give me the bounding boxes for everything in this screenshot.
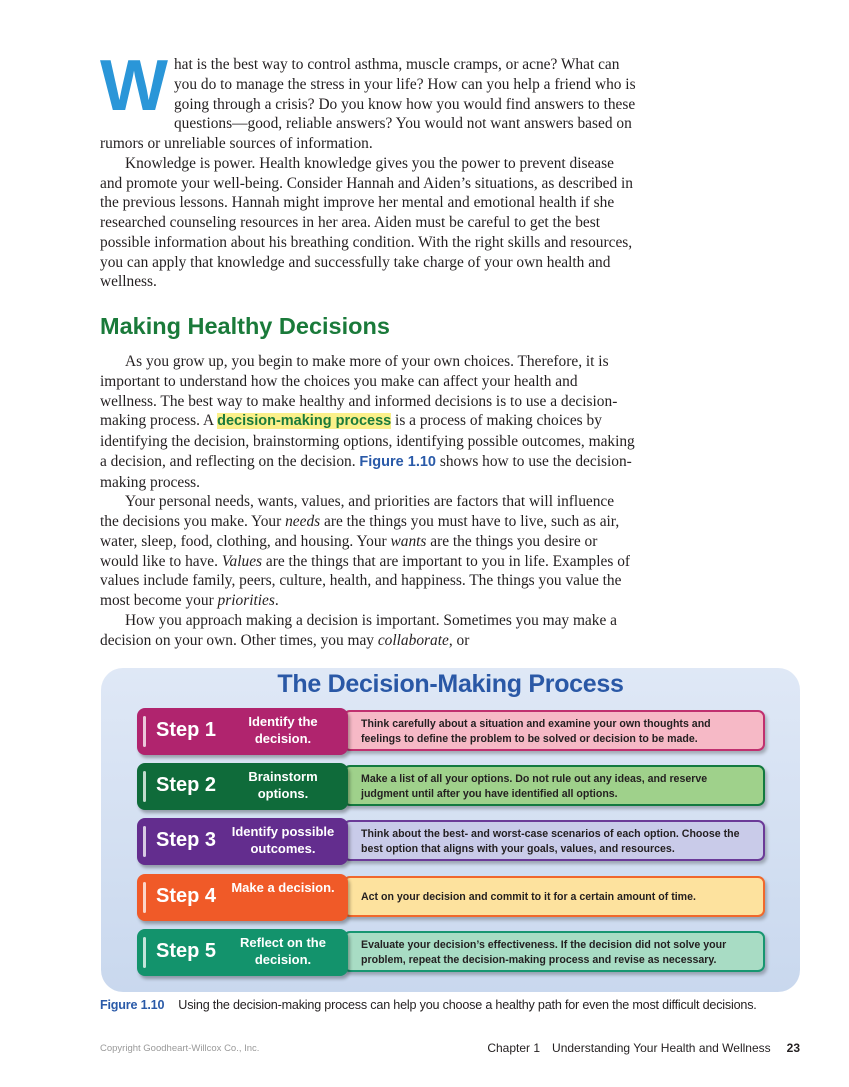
italic-term: priorities: [217, 592, 275, 609]
italic-term: needs: [285, 513, 321, 530]
step-label: Reflect on the decision.: [240, 935, 326, 967]
step-description-text: Make a list of all your options. Do not rule out any ideas, and reserve judgment until after you have identified all options.: [361, 772, 708, 800]
step-tab: [137, 874, 348, 921]
section-heading: Making Healthy Decisions: [100, 313, 390, 339]
tab-accent-bar: [143, 937, 146, 968]
tab-accent-bar: [143, 716, 146, 747]
paragraph: [100, 154, 636, 292]
step-description: [343, 710, 765, 751]
step-label: Identify possible outcomes.: [231, 824, 335, 856]
text-run: is a process of making choices by identifying the decision, brainstorming options, identifying possible outcomes, making a decision, and reflecting on the decision.: [100, 412, 635, 470]
step-row: [137, 708, 765, 755]
step-number: Step 1: [156, 719, 217, 741]
text-run: Your personal needs, wants, values, and priorities are factors that will influence the decisions you make. Your: [100, 493, 615, 530]
text-run: are the things that are important to you in life. Examples of values include family, peers, culture, health, and happiness. The things you value the most become your: [100, 552, 631, 609]
section-text: [100, 352, 636, 650]
italic-term: collaborate: [377, 631, 449, 649]
chapter-number: Chapter 1: [487, 1041, 541, 1055]
text-run: shows how to use the decision-making process.: [100, 452, 632, 491]
paragraph: [100, 46, 636, 154]
copyright: Copyright Goodheart-Willcox Co., Inc.: [100, 1043, 260, 1054]
step-tab: [137, 763, 348, 810]
step-description: [343, 931, 765, 972]
step-description: [343, 876, 765, 917]
step-number: Step 4: [156, 885, 217, 907]
running-footer: [487, 1041, 800, 1055]
italic-term: wants: [390, 532, 427, 550]
text-run: How you approach making a decision is important. Sometimes you may make a decision on your own. Other times, you may: [100, 611, 617, 649]
page-number: 23: [786, 1041, 800, 1055]
text-run: are the things you must have to live, such as air, water, sleep, food, clothing, and housing. Your: [100, 513, 620, 550]
decision-making-figure: [101, 668, 800, 992]
intro-text: [100, 46, 636, 292]
figure-title: The Decision-Making Process: [277, 670, 624, 698]
figure-caption: [100, 998, 757, 1012]
tab-accent-bar: [143, 882, 146, 913]
caption-text: Using the decision-making process can help you choose a healthy path for even the most difficult decisions.: [178, 998, 757, 1012]
tab-accent-bar: [143, 771, 146, 802]
paragraph: [100, 611, 636, 651]
paragraph: [100, 352, 636, 492]
step-description-text: Think about the best- and worst-case scenarios of each option. Choose the best option that aligns with your goals, values, and resources.: [361, 827, 740, 855]
text-run: .: [274, 592, 279, 609]
text-run: Knowledge is power. Health knowledge gives you the power to prevent disease and promote your well-being. Consider Hannah and Aiden’s situations, as described in the previous lessons. Hannah might improve her mental and emotional health if she researched counseling resources in her area. Aiden must be careful to get the best possible information about his breathing condition. With the right skills and resources, you can apply that knowledge and successfully take charge of your own health and wellness.: [100, 154, 634, 291]
drop-cap: W: [100, 46, 168, 126]
step-description: [343, 765, 765, 806]
step-label: Identify the decision.: [248, 714, 318, 746]
step-row: [137, 929, 765, 976]
step-label: Make a decision.: [231, 880, 335, 895]
step-description: [343, 820, 765, 861]
tab-accent-bar: [143, 826, 146, 857]
step-description-text: Evaluate your decision’s effectiveness. If the decision did not solve your problem, repeat the decision-making process and revise as necessary.: [361, 938, 727, 966]
text-run: are the things you desire or would like to have.: [100, 532, 598, 570]
step-row: [137, 763, 765, 810]
step-number: Step 3: [156, 829, 217, 851]
step-label: Brainstorm options.: [248, 769, 318, 801]
step-row: [137, 818, 765, 865]
caption-figure-number: Figure 1.10: [100, 998, 165, 1012]
text-run: , or: [448, 631, 470, 649]
step-tab: [137, 708, 348, 755]
step-tab: [137, 818, 348, 865]
step-row: [137, 874, 765, 921]
italic-term: Values: [221, 552, 263, 570]
step-description-text: Think carefully about a situation and examine your own thoughts and feelings to define the problem to be solved or decision to be made.: [361, 717, 711, 745]
paragraph: [100, 492, 636, 611]
key-term: decision-making process: [217, 413, 392, 430]
figure-reference-link[interactable]: Figure 1.10: [359, 453, 436, 470]
step-number: Step 5: [156, 940, 217, 962]
step-tab: [137, 929, 348, 976]
text-run: hat is the best way to control asthma, muscle cramps, or acne? What can you do to manage the stress in your life? How can you help a friend who is going through a crisis? Do you know how you would find answers to these questions—good, reliable answers? You would not want answers based on rumors or unreliable sources of information.: [100, 56, 636, 152]
text-run: As you grow up, you begin to make more of your own choices. Therefore, it is important to understand how the choices you make can affect your health and wellness. The best way to make healthy and informed decisions is to use a decision-making process. A: [100, 353, 618, 430]
step-number: Step 2: [156, 774, 217, 796]
chapter-title: Understanding Your Health and Wellness: [552, 1041, 771, 1055]
step-description-text: Act on your decision and commit to it for a certain amount of time.: [361, 891, 696, 904]
